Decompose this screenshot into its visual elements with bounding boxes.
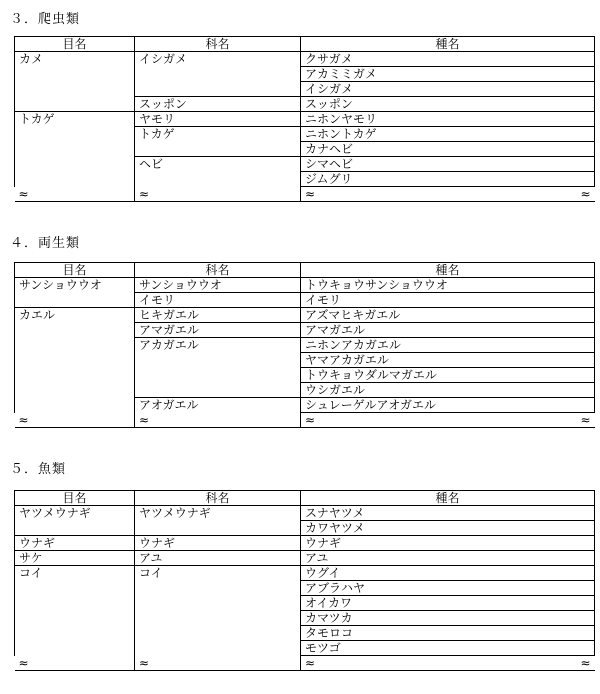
break-mark: ≈	[18, 655, 29, 670]
break-mark-cell	[135, 656, 301, 671]
order-cell	[15, 172, 135, 187]
order-name: カエル	[15, 308, 135, 323]
order-cell	[15, 611, 135, 626]
species-name: カワヤツメ	[301, 521, 595, 536]
order-cell	[15, 398, 135, 413]
table-row	[15, 566, 595, 581]
family-name: トカゲ	[135, 127, 301, 142]
header-order: 目名	[15, 37, 135, 52]
species-name: イモリ	[301, 293, 595, 308]
order-name: サケ	[15, 551, 135, 566]
species-name: ヤマアカガエル	[301, 353, 595, 368]
order-name: コイ	[15, 566, 135, 581]
continuation-row	[15, 413, 595, 428]
species-name: タモロコ	[301, 626, 595, 641]
table-row	[15, 551, 595, 566]
break-mark: ≈	[305, 656, 316, 670]
break-mark: ≈	[18, 412, 29, 427]
family-name: ヒキガエル	[135, 308, 301, 323]
species-name: オイカワ	[301, 596, 595, 611]
family-name: コイ	[135, 566, 301, 581]
break-mark-cell	[301, 187, 595, 202]
break-mark-cell	[15, 187, 135, 202]
order-cell	[15, 338, 135, 353]
table-row	[15, 52, 595, 67]
order-cell	[15, 82, 135, 97]
family-name: ヤツメウナギ	[135, 506, 301, 521]
break-mark: ≈	[580, 187, 591, 201]
species-name: アマガエル	[301, 323, 595, 338]
table-header-row	[15, 491, 595, 506]
break-mark: ≈	[139, 655, 150, 670]
table-row	[15, 626, 595, 641]
family-cell	[135, 142, 301, 157]
break-mark: ≈	[305, 187, 316, 201]
table-row	[15, 67, 595, 82]
header-species: 種名	[301, 491, 595, 506]
order-cell	[15, 142, 135, 157]
species-name: アユ	[301, 551, 595, 566]
species-name: モツゴ	[301, 641, 595, 656]
header-order: 目名	[15, 263, 135, 278]
table-header-row	[15, 263, 595, 278]
species-name: イシガメ	[301, 82, 595, 97]
table-row	[15, 338, 595, 353]
header-order: 目名	[15, 491, 135, 506]
order-name: サンショウウオ	[15, 278, 135, 293]
species-name: シマヘビ	[301, 157, 595, 172]
species-name: ニホンアカガエル	[301, 338, 595, 353]
break-mark: ≈	[139, 186, 150, 201]
table-row	[15, 536, 595, 551]
break-mark-cell	[15, 656, 135, 671]
family-name: サンショウウオ	[135, 278, 301, 293]
continuation-row	[15, 656, 595, 671]
table-header-row	[15, 37, 595, 52]
family-cell	[135, 353, 301, 368]
table-row	[15, 82, 595, 97]
species-name: ウグイ	[301, 566, 595, 581]
family-cell	[135, 172, 301, 187]
table-row	[15, 278, 595, 293]
break-mark: ≈	[305, 413, 316, 427]
order-cell	[15, 323, 135, 338]
break-mark-cell	[301, 413, 595, 428]
order-cell	[15, 97, 135, 112]
header-family: 科名	[135, 491, 301, 506]
break-mark-cell	[15, 413, 135, 428]
order-cell	[15, 67, 135, 82]
order-cell	[15, 383, 135, 398]
section-title: ３．爬虫類	[10, 12, 81, 27]
table-row	[15, 308, 595, 323]
order-cell	[15, 127, 135, 142]
table-row	[15, 398, 595, 413]
order-cell	[15, 596, 135, 611]
table-row	[15, 142, 595, 157]
header-species: 種名	[301, 37, 595, 52]
species-name: アブラハヤ	[301, 581, 595, 596]
species-name: トウキョウサンショウウオ	[301, 278, 595, 293]
table-row	[15, 353, 595, 368]
family-name: スッポン	[135, 97, 301, 112]
family-cell	[135, 383, 301, 398]
family-name: アマガエル	[135, 323, 301, 338]
family-cell	[135, 581, 301, 596]
order-name: ウナギ	[15, 536, 135, 551]
family-cell	[135, 67, 301, 82]
family-cell	[135, 368, 301, 383]
family-name: アユ	[135, 551, 301, 566]
section-title: ５．魚類	[10, 462, 67, 477]
table-row	[15, 112, 595, 127]
table-row	[15, 368, 595, 383]
family-name: アオガエル	[135, 398, 301, 413]
order-cell	[15, 521, 135, 536]
family-name: イモリ	[135, 293, 301, 308]
species-name: クサガメ	[301, 52, 595, 67]
break-mark: ≈	[18, 186, 29, 201]
family-cell	[135, 82, 301, 97]
order-name: ヤツメウナギ	[15, 506, 135, 521]
species-name: シュレーゲルアオガエル	[301, 398, 595, 413]
order-cell	[15, 368, 135, 383]
species-name: ウシガエル	[301, 383, 595, 398]
table-row	[15, 323, 595, 338]
continuation-row	[15, 187, 595, 202]
order-cell	[15, 626, 135, 641]
family-name: アカガエル	[135, 338, 301, 353]
family-name: ヤモリ	[135, 112, 301, 127]
order-name: カメ	[15, 52, 135, 67]
family-cell	[135, 596, 301, 611]
species-name: アズマヒキガエル	[301, 308, 595, 323]
species-name: スッポン	[301, 97, 595, 112]
family-name: ウナギ	[135, 536, 301, 551]
table-row	[15, 127, 595, 142]
break-mark: ≈	[580, 656, 591, 670]
family-cell	[135, 521, 301, 536]
break-mark-cell	[135, 187, 301, 202]
order-cell	[15, 353, 135, 368]
table-row	[15, 157, 595, 172]
table-row	[15, 641, 595, 656]
order-cell	[15, 293, 135, 308]
family-cell	[135, 641, 301, 656]
table-row	[15, 172, 595, 187]
species-name: カナヘビ	[301, 142, 595, 157]
order-name: トカゲ	[15, 112, 135, 127]
order-cell	[15, 581, 135, 596]
break-mark-cell	[135, 413, 301, 428]
classification-table	[14, 262, 595, 428]
table-row	[15, 581, 595, 596]
species-name: カマツカ	[301, 611, 595, 626]
order-cell	[15, 157, 135, 172]
species-name: ジムグリ	[301, 172, 595, 187]
order-cell	[15, 641, 135, 656]
header-family: 科名	[135, 263, 301, 278]
table-row	[15, 506, 595, 521]
table-row	[15, 611, 595, 626]
table-row	[15, 293, 595, 308]
break-mark: ≈	[139, 412, 150, 427]
species-name: ニホントカゲ	[301, 127, 595, 142]
species-name: ニホンヤモリ	[301, 112, 595, 127]
species-name: スナヤツメ	[301, 506, 595, 521]
header-species: 種名	[301, 263, 595, 278]
species-name: トウキョウダルマガエル	[301, 368, 595, 383]
table-row	[15, 383, 595, 398]
break-mark-cell	[301, 656, 595, 671]
table-row	[15, 596, 595, 611]
family-name: イシガメ	[135, 52, 301, 67]
species-name: アカミミガメ	[301, 67, 595, 82]
family-cell	[135, 611, 301, 626]
species-name: ウナギ	[301, 536, 595, 551]
classification-table	[14, 36, 595, 202]
break-mark: ≈	[580, 413, 591, 427]
table-row	[15, 97, 595, 112]
family-name: ヘビ	[135, 157, 301, 172]
header-family: 科名	[135, 37, 301, 52]
table-row	[15, 521, 595, 536]
section-title: ４．両生類	[10, 236, 81, 251]
family-cell	[135, 626, 301, 641]
classification-table	[14, 490, 595, 671]
